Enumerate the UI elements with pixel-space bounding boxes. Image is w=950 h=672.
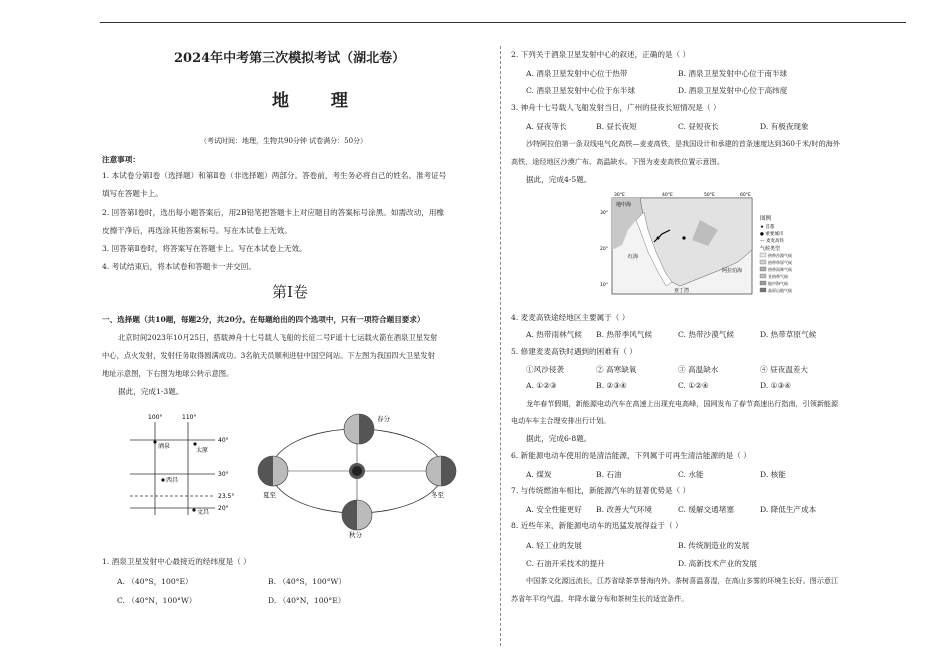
option: B. 传统制造业的发展 [678,541,750,550]
option: A. 热带雨林气候 [526,330,582,339]
option: C. ①②④ [678,381,709,390]
statement: ④ 昼夜温差大 [760,365,808,374]
passage-line: 北京时间2023年10月25日，搭载神舟十七号载人飞船的长征二号F遥十七运载火箭在酒泉卫星发射 [118,333,438,342]
lat-label: 30° [218,471,229,478]
earth-spring [344,414,374,444]
option: B. 热带季风气候 [596,330,652,339]
place-label: 阿拉伯海 [722,268,743,274]
launch-sites-map [130,410,250,520]
option: B. （40°S，100°W） [268,577,346,586]
option: B. 昼长夜短 [596,122,637,131]
option: A. ①②③ [526,381,557,390]
question-stem: 7. 与传统燃油车相比，新能源汽车的显著优势是（ ） [511,486,691,495]
earth-orbit-diagram [255,405,465,540]
orbit-label: 春分 [377,415,390,423]
climate-item: 地中海气候 [768,281,788,286]
map-legend [760,214,792,293]
site-label: 酒泉 [158,443,171,450]
question-stem: 4. 麦麦高铁途经地区主要属于（ ） [511,313,630,322]
passage-line: 据此，完成1-3题。 [118,387,184,396]
lon-label: 110° [182,414,197,421]
place-label: 地中海 [616,202,632,208]
site-label: 太原 [196,447,209,454]
statement: ② 高寒缺氧 [596,365,637,374]
note-line: 3. 回答第Ⅱ卷时，将答案写在答题卡上。写在本试卷上无效。 [102,244,307,253]
site-dot [161,478,164,481]
climate-item: 热带雨林气候 [768,267,792,272]
earth-winter [426,456,456,486]
question-stem: 8. 近些年来，新能源电动车的迅猛发展得益于（ ） [511,521,683,530]
lat-label: 30° [600,211,608,216]
note-line: 2. 回答第Ⅰ卷时，选出每小题答案后，用2B铅笔把答题卡上对应题目的答案标号涂黑。如需改动，用橡 [102,208,445,217]
lat-label: 20° [600,247,608,252]
option: A. （40°S，100°E） [117,577,193,586]
exam-title: 2024年中考第三次模拟考试（湖北卷） [174,51,406,66]
site-dot [193,442,196,445]
option: A. 煤炭 [526,470,552,479]
legend-item: ● 重要城市 [760,232,784,237]
option: A. 昼夜等长 [526,122,567,131]
lon-label: 30°E [614,193,625,198]
passage-line: 据此，完成6-8题。 [526,434,592,443]
passage-line: 中心，点火发射，发射任务取得圆满成功。3名航天员顺利进驻中国空间站。下左图为我国四大卫星发射 [102,351,435,360]
option: C. 缓解交通堵塞 [678,505,734,514]
legend-item: — 麦麦高铁 [760,239,784,244]
orbit-label: 秋分 [349,531,362,539]
note-line: 1. 本试卷分第Ⅰ卷（选择题）和第Ⅱ卷（非选择题）两部分。答卷前，考生务必将自己的姓名、准考证号 [102,171,447,180]
note-line: 皮擦干净后，再选涂其他答案标号。写在本试卷上无效。 [102,226,292,235]
lat-label: 10° [600,283,608,288]
site-dot [192,508,195,511]
legend-item: ★ 首都 [760,225,775,230]
question-stem: 5. 修建麦麦高铁时遇到的困难有（ ） [511,347,637,356]
option: C. 酒泉卫星发射中心位于东半球 [526,86,636,95]
question-stem: 2. 下列关于酒泉卫星发射中心的叙述，正确的是（ ） [511,50,691,59]
exam-info: （考试时间：地理，生物共90分钟 试卷满分：50分） [200,137,368,145]
passage-line: 龙年春节假期，新能源电动汽车在高速上出现充电高峰，国网发布了春节高速出行指南，引领新能源 [526,399,839,408]
option: C. 昼短夜长 [678,122,719,131]
lat-label: 20° [218,505,229,512]
earth-summer [258,456,288,486]
site-label: 西昌 [166,477,179,484]
option: B. 石油 [596,470,622,479]
orbit-label: 夏至 [263,491,276,499]
option: D. 热带草原气候 [760,330,817,339]
option: C. 热带沙漠气候 [678,330,734,339]
legend-title: 图例 [760,216,772,222]
passage-line: 地址示意图，下右图为地球公转示意图。 [102,369,234,378]
option: D. （40°N，100°E） [268,596,346,605]
climate-item: 亚热带气候 [768,274,788,279]
passage-line: 中国茶文化源远流长，江苏省绿茶享誉海内外。茶树喜温喜湿，在高山多雾的环境生长好。图示意江 [526,576,839,585]
rail-location-map [600,190,812,300]
option: B. 改善大气环境 [596,505,652,514]
section-title: 一、选择题（共10题，每题2分，共20分。在每题给出的四个选项中，只有一项符合题目要求） [102,315,425,324]
statement: ①风沙侵袭 [526,365,564,374]
site-dot [153,440,156,443]
option: A. 酒泉卫星发射中心位于热带 [526,69,628,78]
option: A. 轻工业的发展 [526,541,582,550]
lat-label: 23.5° [218,493,235,500]
passage-line: 电动车车主合理安排出行计划。 [511,416,611,425]
orbit-label: 冬至 [431,491,444,499]
option: C. 石油开采技术的提升 [526,559,605,568]
lon-label: 100° [148,414,163,421]
climate-item: 热带草原气候 [768,260,792,265]
option: B. ②③④ [596,381,627,390]
question-stem: 1. 酒泉卫星发射中心最接近的经纬度是（ ） [102,557,251,566]
earth-autumn [342,500,372,530]
note-line: 4. 考试结束后，将本试卷和答题卡一并交回。 [102,262,256,271]
passage-line: 高铁，途经地区沙漠广布、高温缺水。下图为麦麦高铁位置示意图。 [511,157,724,166]
option: D. 酒泉卫星发射中心位于高纬度 [678,86,788,95]
climate-title: 气候类型 [760,246,781,252]
climate-item: 热带沙漠气候 [768,253,792,258]
option: D. 降低生产成本 [760,505,817,514]
option: D. 有极夜现象 [760,122,809,131]
notes-title: 注意事项： [102,155,140,164]
passage-line: 据此，完成4-5题。 [526,175,592,184]
lat-label: 40° [218,437,229,444]
option: D. 核能 [760,470,786,479]
option: A. 安全性能更好 [526,505,582,514]
column-divider [500,46,501,646]
option: D. 高新技术产业的发展 [678,559,757,568]
question-stem: 3. 神舟十七号载人飞船发射当日，广州的昼夜长短情况是（ ） [511,103,721,112]
site-label: 文昌 [197,509,210,516]
climate-item: 高原山地气候 [768,288,792,293]
header-rule [100,22,906,23]
question-stem: 6. 新能源电动车使用的是清洁能源，下列属于可再生清洁能源的是（ ） [511,451,751,460]
lon-label: 60°E [740,193,751,198]
lon-label: 40°E [662,193,673,198]
volume-title: 第Ⅰ卷 [272,283,308,301]
option: C. （40°N，100°W） [117,596,197,605]
passage-line: 苏省年平均气温、年降水量分布和茶树生长的适宜条件。 [511,594,689,603]
place-label: 红海 [628,254,639,260]
subject-title: 地 理 [272,91,366,111]
statement: ③ 高温缺水 [678,365,719,374]
option: B. 酒泉卫星发射中心位于南半球 [678,69,788,78]
lon-label: 50°E [704,193,715,198]
passage-line: 沙特阿拉伯第一条双线电气化高铁—麦麦高铁，是我国设计和承建的首条速度达到360千米/时的海外 [526,139,840,148]
option: C. 水能 [678,470,704,479]
place-label: 亚丁湾 [674,288,690,294]
note-line: 填写在答题卡上。 [102,189,163,198]
option: D. ①③④ [760,381,792,390]
